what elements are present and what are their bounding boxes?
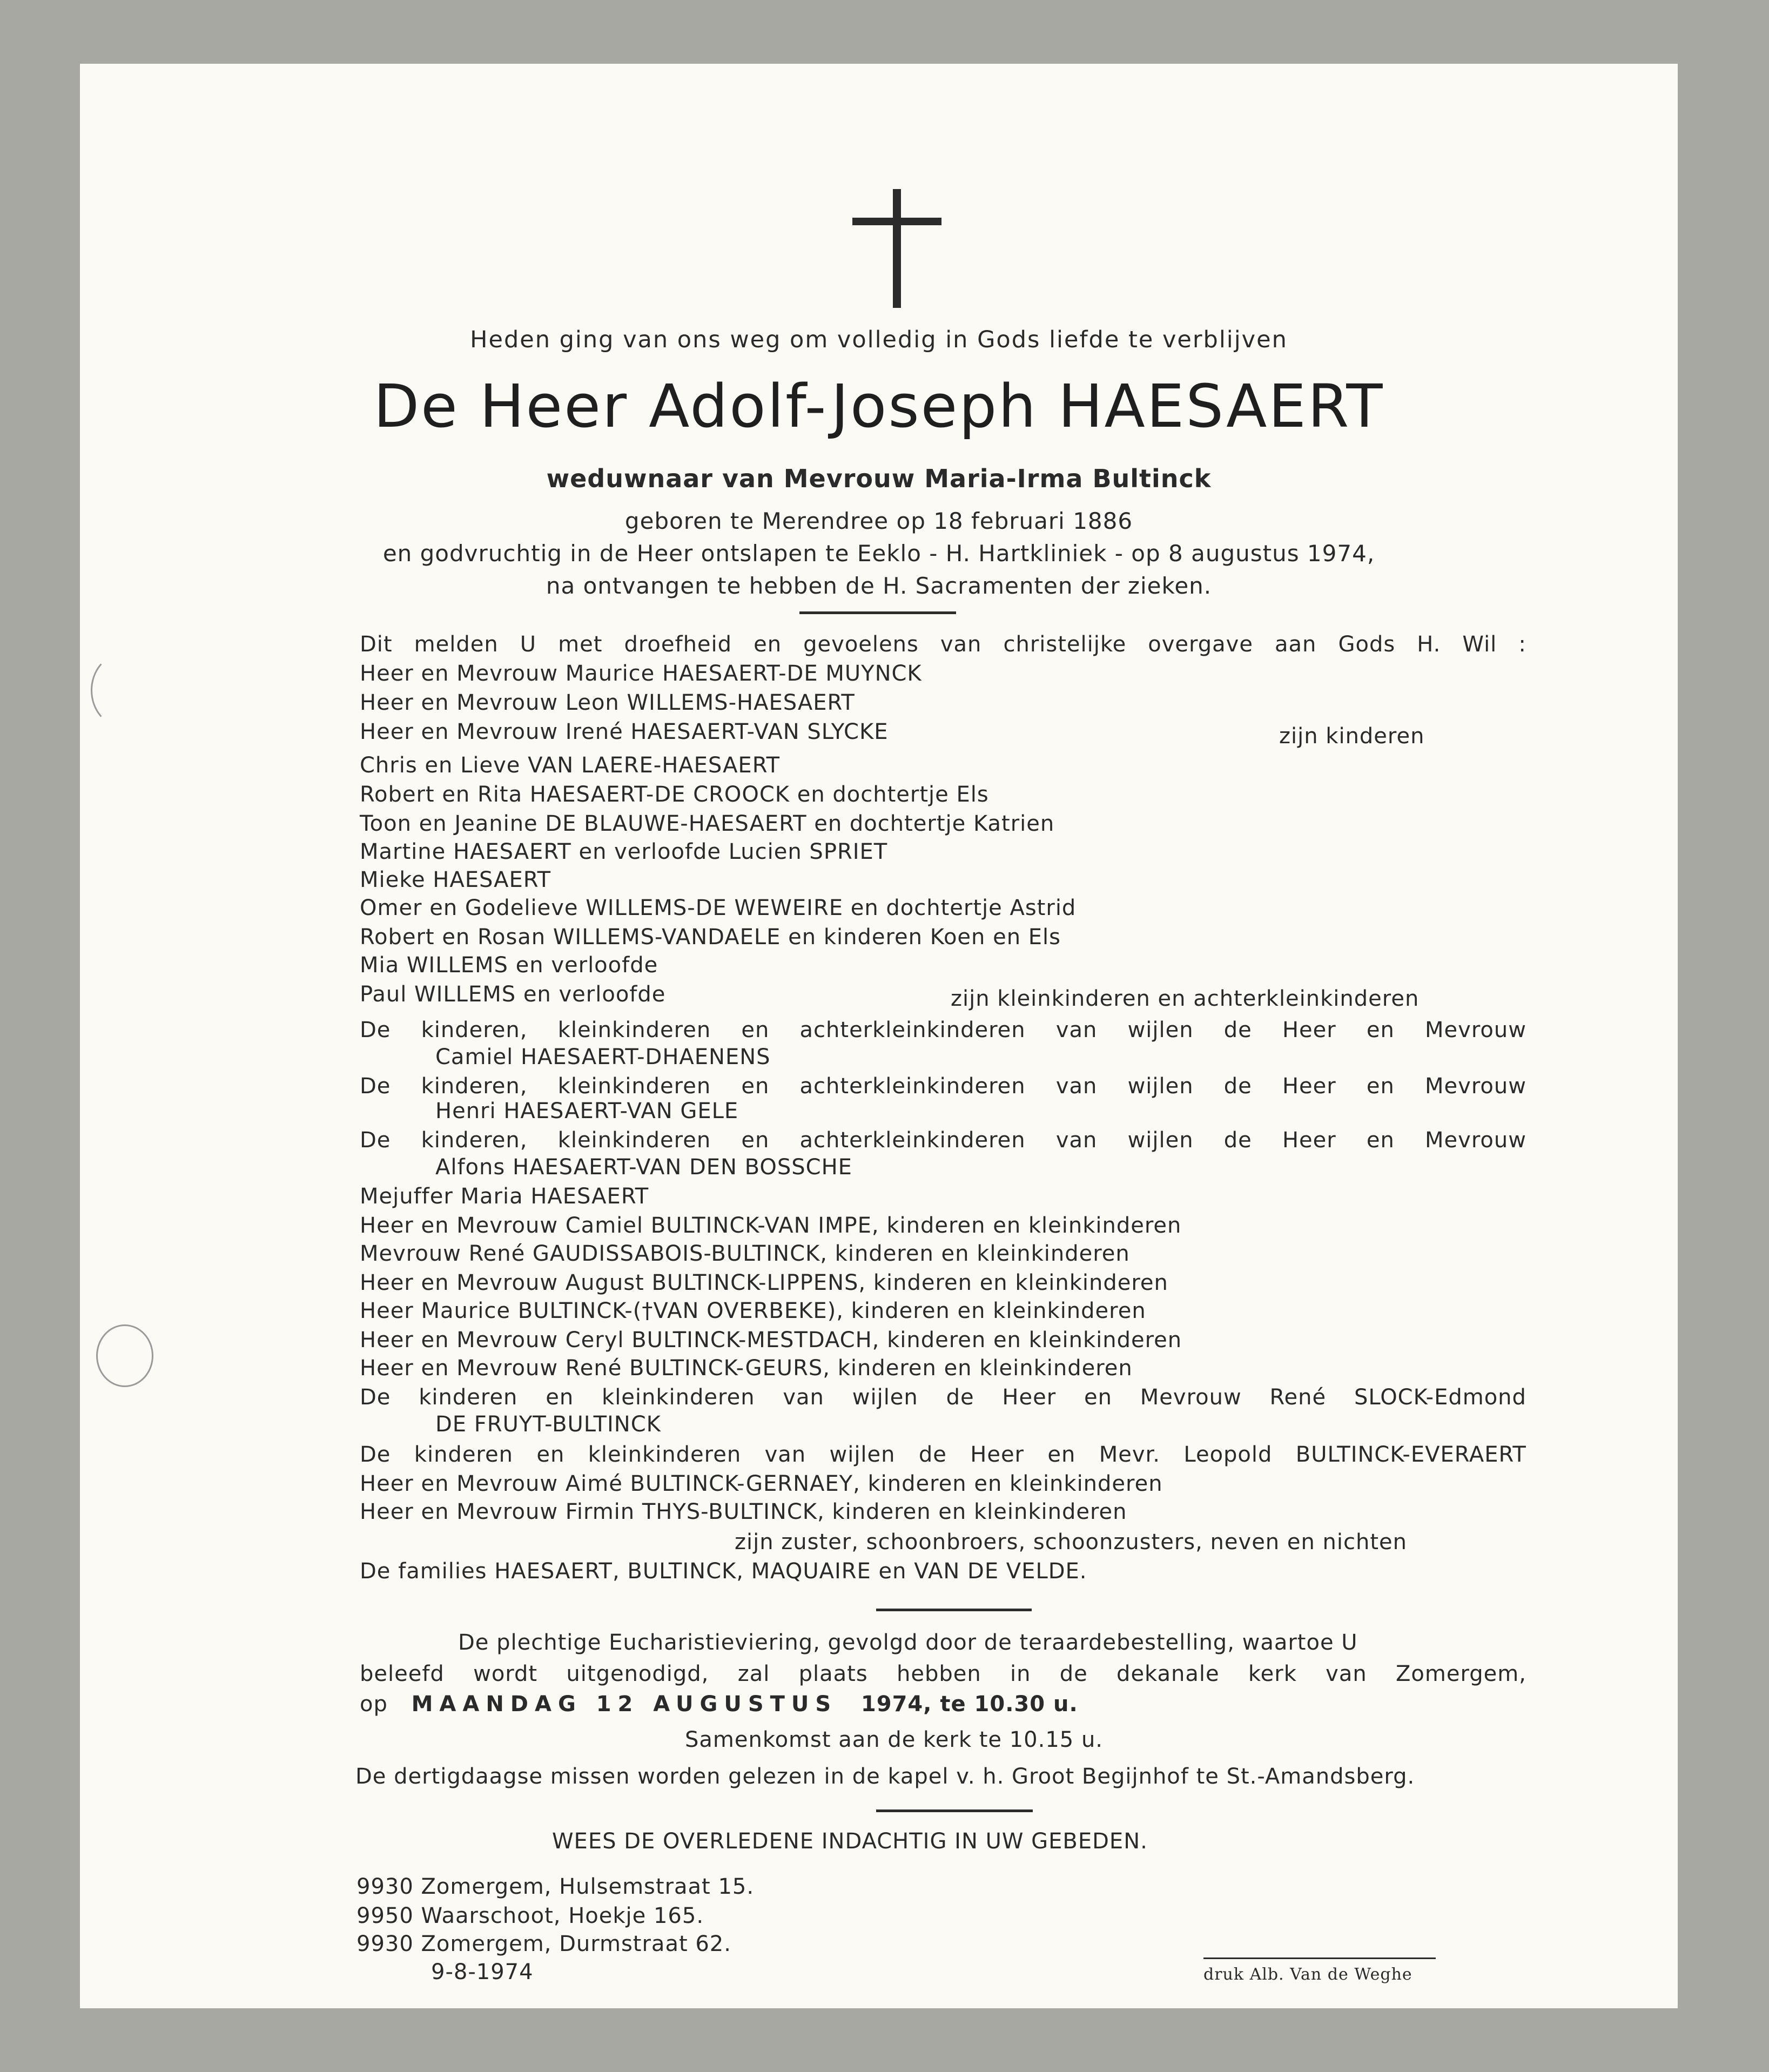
word: achterkleinkinderen — [799, 1018, 1026, 1042]
word: en — [741, 1128, 770, 1153]
word: kleinkinderen — [557, 1018, 711, 1042]
deceased-family-row — [360, 1442, 1526, 1467]
word: : — [1518, 632, 1526, 657]
grandchild-row: Chris en Lieve VAN LAERE-HAESAERT — [360, 753, 781, 778]
word: en — [1047, 1442, 1076, 1467]
word: van — [783, 1385, 824, 1410]
word: kleinkinderen — [557, 1128, 711, 1153]
word: Heer — [1282, 1018, 1336, 1042]
divider — [799, 611, 956, 614]
word: de — [1223, 1018, 1252, 1042]
grandchild-row: Mieke HAESAERT — [360, 867, 551, 892]
word: wijlen — [1127, 1018, 1194, 1042]
word: de — [1223, 1074, 1252, 1099]
word: Mevrouw — [1425, 1074, 1526, 1099]
service-line-2 — [360, 1661, 1526, 1686]
child-row: Heer en Mevrouw Leon WILLEMS-HAESAERT — [360, 690, 855, 715]
divider — [876, 1609, 1032, 1611]
deceased-family-name: Camiel HAESAERT-DHAENENS — [435, 1045, 771, 1069]
divider — [876, 1809, 1033, 1812]
word: Wil — [1462, 632, 1497, 657]
word: Mevrouw — [1140, 1385, 1242, 1410]
word: hebben — [896, 1661, 981, 1686]
word: achterkleinkinderen — [799, 1128, 1026, 1153]
word: wijlen — [852, 1385, 918, 1410]
service-day: MAANDAG 12 AUGUSTUS — [411, 1692, 838, 1717]
word: kleinkinderen — [588, 1442, 742, 1467]
relative-row: Heer en Mevrouw Firmin THYS-BULTINCK, kinderen en kleinkinderen — [360, 1499, 1127, 1524]
deceased-name: De Heer Adolf-Joseph HAESAERT — [373, 372, 1384, 441]
word: van — [940, 632, 982, 657]
word: van — [1055, 1128, 1098, 1153]
widower-line: weduwnaar van Mevrouw Maria-Irma Bultinck — [546, 464, 1212, 493]
word: droefheid — [624, 632, 732, 657]
word: gevoelens — [803, 632, 919, 657]
word: Heer — [1002, 1385, 1057, 1410]
cross-icon — [893, 189, 901, 308]
address-line: 9930 Zomergem, Hulsemstraat 15. — [357, 1874, 755, 1899]
word: Dit — [360, 632, 393, 657]
deceased-family-row — [360, 1385, 1526, 1410]
announce-line — [360, 632, 1526, 657]
word: zal — [737, 1661, 770, 1686]
word: en — [546, 1385, 574, 1410]
prayer-line: WEES DE OVERLEDENE INDACHTIG IN UW GEBEDEN. — [552, 1829, 1148, 1854]
word: De — [360, 1442, 391, 1467]
grandchild-row: Omer en Godelieve WILLEMS-DE WEWEIRE en dochtertje Astrid — [360, 896, 1077, 920]
printer-credit: druk Alb. Van de Weghe — [1203, 1965, 1412, 1984]
word: Heer — [970, 1442, 1024, 1467]
child-row: Heer en Mevrouw Irené HAESAERT-VAN SLYCKE — [360, 719, 889, 744]
word: van — [1055, 1074, 1098, 1099]
word: kinderen — [414, 1442, 513, 1467]
word: wijlen — [1127, 1128, 1194, 1153]
word: kinderen, — [421, 1128, 528, 1153]
cross-icon-bar — [852, 218, 941, 225]
word: wordt — [473, 1661, 538, 1686]
word: plaats — [798, 1661, 868, 1686]
relative-row: Mejuffer Maria HAESAERT — [360, 1184, 649, 1209]
word: met — [558, 632, 603, 657]
word: BULTINCK-EVERAERT — [1295, 1442, 1526, 1467]
child-row: Heer en Mevrouw Maurice HAESAERT-DE MUYNCK — [360, 661, 922, 686]
word: en — [1084, 1385, 1112, 1410]
service-op: op — [360, 1692, 388, 1717]
word: beleefd — [360, 1661, 445, 1686]
grandchildren-label: zijn kleinkinderen en achterkleinkinderen — [951, 986, 1420, 1011]
word: aan — [1275, 632, 1317, 657]
word: en — [536, 1442, 565, 1467]
word: SLOCK-Edmond — [1354, 1385, 1526, 1410]
deceased-family-name: DE FRUYT-BULTINCK — [435, 1412, 661, 1437]
deceased-family-name: Henri HAESAERT-VAN GELE — [435, 1099, 739, 1124]
word: wijlen — [1127, 1074, 1194, 1099]
word: kleinkinderen — [602, 1385, 755, 1410]
word: René — [1269, 1385, 1327, 1410]
punch-hole-bottom — [96, 1324, 153, 1387]
relative-row: Heer en Mevrouw Ceryl BULTINCK-MESTDACH, kinderen en kleinkinderen — [360, 1328, 1182, 1353]
gathering-line: Samenkomst aan de kerk te 10.15 u. — [685, 1727, 1104, 1752]
death-notice-card — [80, 64, 1678, 2008]
relative-row: Heer en Mevrouw Camiel BULTINCK-VAN IMPE, kinderen en kleinkinderen — [360, 1213, 1182, 1238]
grandchild-row: Robert en Rita HAESAERT-DE CROOCK en dochtertje Els — [360, 782, 989, 807]
siblings-label: zijn zuster, schoonbroers, schoonzusters, neven en nichten — [735, 1530, 1407, 1555]
word: en — [1366, 1074, 1395, 1099]
word: H. — [1417, 632, 1441, 657]
word: kleinkinderen — [557, 1074, 711, 1099]
word: Leopold — [1183, 1442, 1273, 1467]
notice-date: 9-8-1974 — [431, 1960, 534, 1984]
word: kinderen, — [421, 1074, 528, 1099]
service-time: 1974, te 10.30 u. — [860, 1692, 1078, 1717]
word: de — [918, 1442, 947, 1467]
relative-row: Mevrouw René GAUDISSABOIS-BULTINCK, kinderen en kleinkinderen — [360, 1241, 1130, 1266]
grandchild-row: Mia WILLEMS en verloofde — [360, 953, 658, 978]
word: en — [741, 1018, 770, 1042]
word: Mevrouw — [1425, 1018, 1526, 1042]
word: overgave — [1148, 632, 1253, 657]
relative-row: Heer en Mevrouw August BULTINCK-LIPPENS, kinderen en kleinkinderen — [360, 1270, 1168, 1295]
grandchild-row: Robert en Rosan WILLEMS-VANDAELE en kinderen Koen en Els — [360, 925, 1061, 950]
word: uitgenodigd, — [566, 1661, 709, 1686]
word: wijlen — [829, 1442, 896, 1467]
word: van — [1055, 1018, 1098, 1042]
word: en — [1366, 1018, 1395, 1042]
word: kerk — [1248, 1661, 1297, 1686]
address-line: 9950 Waarschoot, Hoekje 165. — [357, 1903, 704, 1928]
death-line: en godvruchtig in de Heer ontslapen te Eeklo - H. Hartkliniek - op 8 augustus 1974, — [382, 540, 1375, 567]
word: kinderen, — [421, 1018, 528, 1042]
grandchild-row: Toon en Jeanine DE BLAUWE-HAESAERT en dochtertje Katrien — [360, 811, 1055, 836]
relative-row: Heer en Mevrouw Aimé BULTINCK-GERNAEY, kinderen en kleinkinderen — [360, 1471, 1163, 1496]
word: van — [764, 1442, 806, 1467]
printer-rule — [1203, 1957, 1436, 1959]
deceased-family-row — [360, 1018, 1526, 1042]
word: De — [360, 1018, 391, 1042]
word: de — [1223, 1128, 1252, 1153]
word: Mevrouw — [1425, 1128, 1526, 1153]
children-label: zijn kinderen — [1279, 724, 1425, 749]
intro-text: Heden ging van ons weg om volledig in Gods liefde te verblijven — [470, 326, 1288, 353]
word: melden — [414, 632, 499, 657]
word: kinderen — [419, 1385, 518, 1410]
deceased-family-row — [360, 1128, 1526, 1153]
word: Heer — [1282, 1074, 1336, 1099]
word: Gods — [1338, 632, 1396, 657]
word: De — [360, 1074, 391, 1099]
grandchild-row: Martine HAESAERT en verloofde Lucien SPRIET — [360, 839, 888, 864]
deceased-family-row — [360, 1074, 1526, 1099]
word: de — [1059, 1661, 1088, 1686]
word: en — [741, 1074, 770, 1099]
word: christelijke — [1003, 632, 1127, 657]
relative-row: Heer Maurice BULTINCK-(†VAN OVERBEKE), kinderen en kleinkinderen — [360, 1299, 1146, 1323]
word: De — [360, 1128, 391, 1153]
birth-line: geboren te Merendree op 18 februari 1886 — [624, 508, 1133, 534]
grandchild-row: Paul WILLEMS en verloofde — [360, 982, 666, 1007]
families-line: De families HAESAERT, BULTINCK, MAQUAIRE en VAN DE VELDE. — [360, 1559, 1087, 1584]
word: de — [946, 1385, 974, 1410]
word: achterkleinkinderen — [799, 1074, 1026, 1099]
word: en — [754, 632, 782, 657]
word: Zomergem, — [1396, 1661, 1526, 1686]
service-date-line — [360, 1692, 1078, 1717]
word: en — [1366, 1128, 1395, 1153]
relative-row: Heer en Mevrouw René BULTINCK-GEURS, kinderen en kleinkinderen — [360, 1356, 1133, 1381]
deceased-family-name: Alfons HAESAERT-VAN DEN BOSSCHE — [435, 1155, 852, 1180]
word: van — [1326, 1661, 1367, 1686]
word: Mevr. — [1099, 1442, 1160, 1467]
sacraments-line: na ontvangen te hebben de H. Sacramenten der zieken. — [546, 573, 1212, 599]
word: dekanale — [1116, 1661, 1220, 1686]
word: De — [360, 1385, 391, 1410]
punch-hole-top — [91, 654, 153, 727]
service-line-1: De plechtige Eucharistieviering, gevolgd door de teraardebestelling, waartoe U — [458, 1630, 1358, 1655]
word: Heer — [1282, 1128, 1336, 1153]
word: U — [520, 632, 537, 657]
masses-line: De dertigdaagse missen worden gelezen in de kapel v. h. Groot Begijnhof te St.-Amandsberg. — [355, 1764, 1415, 1789]
address-line: 9930 Zomergem, Durmstraat 62. — [357, 1932, 731, 1956]
word: in — [1010, 1661, 1031, 1686]
